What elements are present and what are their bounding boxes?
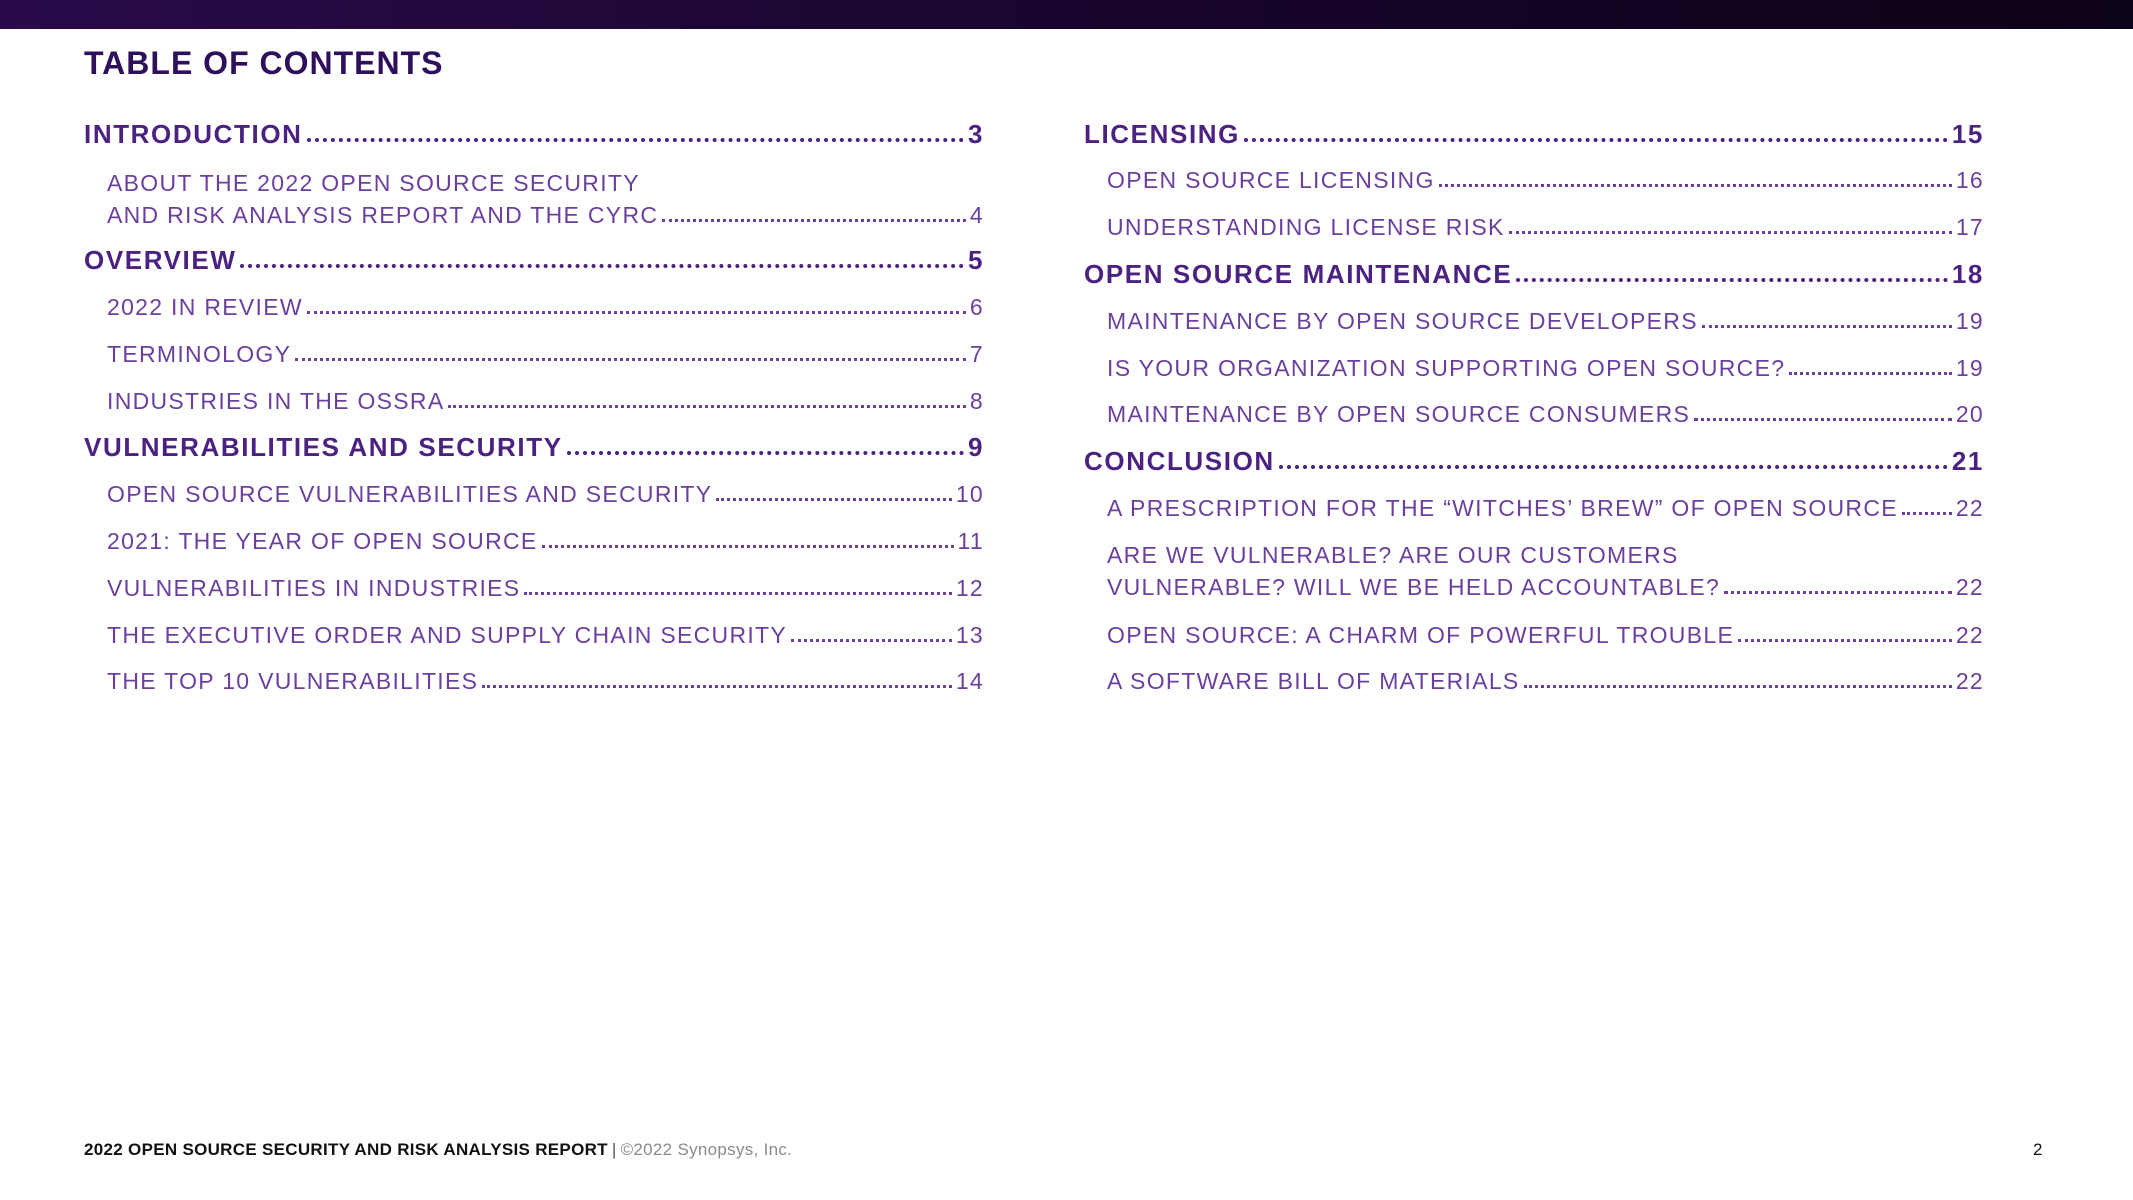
toc-entry-understanding-license-risk[interactable]	[1107, 211, 1984, 243]
dot-leader	[307, 138, 964, 142]
toc-entry-open-source-vulnerabilities[interactable]	[107, 478, 984, 510]
toc-entry-industries-in-ossra[interactable]	[107, 385, 984, 417]
toc-entry-page: 22	[1955, 495, 1984, 521]
toc-entry-page: 21	[1951, 446, 1984, 476]
page-title: TABLE OF CONTENTS	[84, 45, 444, 81]
dot-leader	[1516, 278, 1948, 282]
toc-entry-are-we-vulnerable[interactable]	[1107, 539, 1984, 603]
toc-entry-label: ABOUT THE 2022 OPEN SOURCE SECURITY AND RISK ANALYSIS REPORT AND THE CYRC	[107, 170, 659, 228]
toc-entry-executive-order[interactable]	[107, 619, 984, 651]
toc-entry-conclusion[interactable]	[1084, 445, 1984, 477]
toc-entry-charm-of-powerful-trouble[interactable]	[1107, 619, 1984, 651]
toc-entry-page: 5	[967, 245, 984, 275]
toc-entry-label: MAINTENANCE BY OPEN SOURCE DEVELOPERS	[1107, 308, 1698, 334]
toc-entry-page: 8	[969, 388, 984, 414]
dot-leader	[716, 498, 951, 501]
toc-entry-page: 4	[969, 202, 984, 228]
toc-entry-label: THE EXECUTIVE ORDER AND SUPPLY CHAIN SECURITY	[107, 622, 788, 648]
toc-entry-label: OPEN SOURCE LICENSING	[1107, 167, 1435, 193]
toc-entry-label: LICENSING	[1084, 119, 1240, 149]
toc-entry-label: OPEN SOURCE MAINTENANCE	[1084, 259, 1513, 289]
toc-entry-page: 7	[969, 341, 984, 367]
toc-entry-page: 22	[1955, 574, 1984, 600]
toc-entry-year-of-open-source[interactable]	[107, 525, 984, 557]
toc-entry-label: OVERVIEW	[84, 245, 237, 275]
toc-entry-licensing[interactable]	[1084, 118, 1984, 150]
toc-entry-supporting-open-source[interactable]	[1107, 352, 1984, 384]
dot-leader	[1789, 372, 1952, 375]
toc-entry-label: MAINTENANCE BY OPEN SOURCE CONSUMERS	[1107, 401, 1691, 427]
toc-entry-label: 2022 IN REVIEW	[107, 294, 303, 320]
toc-entry-label: THE TOP 10 VULNERABILITIES	[107, 668, 479, 694]
toc-entry-label: VULNERABILITIES IN INDUSTRIES	[107, 575, 521, 601]
page-number: 2	[2033, 1140, 2043, 1159]
dot-leader	[662, 219, 966, 222]
dot-leader	[1738, 639, 1952, 642]
toc-entry-label: OPEN SOURCE VULNERABILITIES AND SECURITY	[107, 481, 713, 507]
toc-entry-label: TERMINOLOGY	[107, 341, 292, 367]
dot-leader	[1702, 325, 1952, 328]
toc-entry-page: 11	[957, 528, 984, 554]
toc-entry-open-source-licensing[interactable]	[1107, 164, 1984, 196]
dot-leader	[1524, 685, 1952, 688]
dot-leader	[448, 405, 965, 408]
toc-entry-page: 19	[1955, 308, 1984, 334]
dot-leader	[307, 311, 966, 314]
toc-entry-page: 18	[1951, 259, 1984, 289]
toc-entry-label: 2021: THE YEAR OF OPEN SOURCE	[107, 528, 538, 554]
toc-entry-vulnerabilities-in-industries[interactable]	[107, 572, 984, 604]
dot-leader	[1509, 231, 1952, 234]
toc-entry-page: 20	[1955, 401, 1984, 427]
toc-entry-page: 14	[955, 668, 984, 694]
toc-entry-label: A SOFTWARE BILL OF MATERIALS	[1107, 668, 1520, 694]
dot-leader	[542, 545, 954, 548]
toc-entry-maintenance-by-developers[interactable]	[1107, 305, 1984, 337]
toc-entry-page: 10	[955, 481, 984, 507]
dot-leader	[1724, 591, 1952, 594]
toc-entry-page: 15	[1951, 119, 1984, 149]
dot-leader	[1439, 184, 1952, 187]
dot-leader	[1279, 465, 1948, 469]
toc-entry-introduction[interactable]	[84, 118, 984, 150]
toc-entry-label: A PRESCRIPTION FOR THE “WITCHES’ BREW” OF OPEN SOURCE	[1107, 495, 1898, 521]
top-banner-bar	[0, 0, 2133, 29]
toc-entry-2022-in-review[interactable]	[107, 291, 984, 323]
toc-entry-label: INTRODUCTION	[84, 119, 303, 149]
dot-leader	[524, 592, 951, 595]
toc-entry-page: 22	[1955, 668, 1984, 694]
toc-entry-maintenance-by-consumers[interactable]	[1107, 398, 1984, 430]
toc-entry-page: 9	[967, 432, 984, 462]
toc-entry-page: 13	[955, 622, 984, 648]
toc-entry-top-10-vulnerabilities[interactable]	[107, 665, 984, 697]
toc-entry-overview[interactable]	[84, 244, 984, 276]
toc-entry-label: UNDERSTANDING LICENSE RISK	[1107, 214, 1505, 240]
dot-leader	[482, 685, 952, 688]
dot-leader	[1902, 512, 1952, 515]
toc-entry-label: INDUSTRIES IN THE OSSRA	[107, 388, 445, 414]
toc-entry-page: 12	[955, 575, 984, 601]
footer-separator: |	[611, 1140, 617, 1159]
footer-copyright: ©2022 Synopsys, Inc.	[620, 1140, 793, 1159]
toc-entry-software-bill-of-materials[interactable]	[1107, 665, 1984, 697]
toc-entry-about-report[interactable]	[107, 167, 984, 231]
toc-entry-prescription-witches-brew[interactable]	[1107, 492, 1984, 524]
dot-leader	[791, 639, 952, 642]
dot-leader	[567, 451, 964, 455]
toc-entry-label: OPEN SOURCE: A CHARM OF POWERFUL TROUBLE	[1107, 622, 1735, 648]
toc-entry-page: 19	[1955, 355, 1984, 381]
toc-entry-label: ARE WE VULNERABLE? ARE OUR CUSTOMERS VULNERABLE? WILL WE BE HELD ACCOUNTABLE?	[1107, 542, 1721, 600]
toc-entry-page: 3	[967, 119, 984, 149]
toc-entry-page: 17	[1955, 214, 1984, 240]
toc-entry-label: IS YOUR ORGANIZATION SUPPORTING OPEN SOURCE?	[1107, 355, 1786, 381]
footer	[84, 1140, 792, 1160]
toc-entry-open-source-maintenance[interactable]	[1084, 258, 1984, 290]
toc-entry-page: 22	[1955, 622, 1984, 648]
dot-leader	[240, 264, 963, 268]
toc-entry-label: VULNERABILITIES AND SECURITY	[84, 432, 563, 462]
toc-entry-page: 6	[969, 294, 984, 320]
toc-entry-vulnerabilities-and-security[interactable]	[84, 431, 984, 463]
toc-entry-label: CONCLUSION	[1084, 446, 1275, 476]
dot-leader	[1244, 138, 1948, 142]
dot-leader	[295, 358, 966, 361]
dot-leader	[1694, 418, 1952, 421]
toc-entry-terminology[interactable]	[107, 338, 984, 370]
footer-report-title: 2022 OPEN SOURCE SECURITY AND RISK ANALYSIS REPORT	[84, 1140, 608, 1159]
toc-entry-page: 16	[1955, 167, 1984, 193]
